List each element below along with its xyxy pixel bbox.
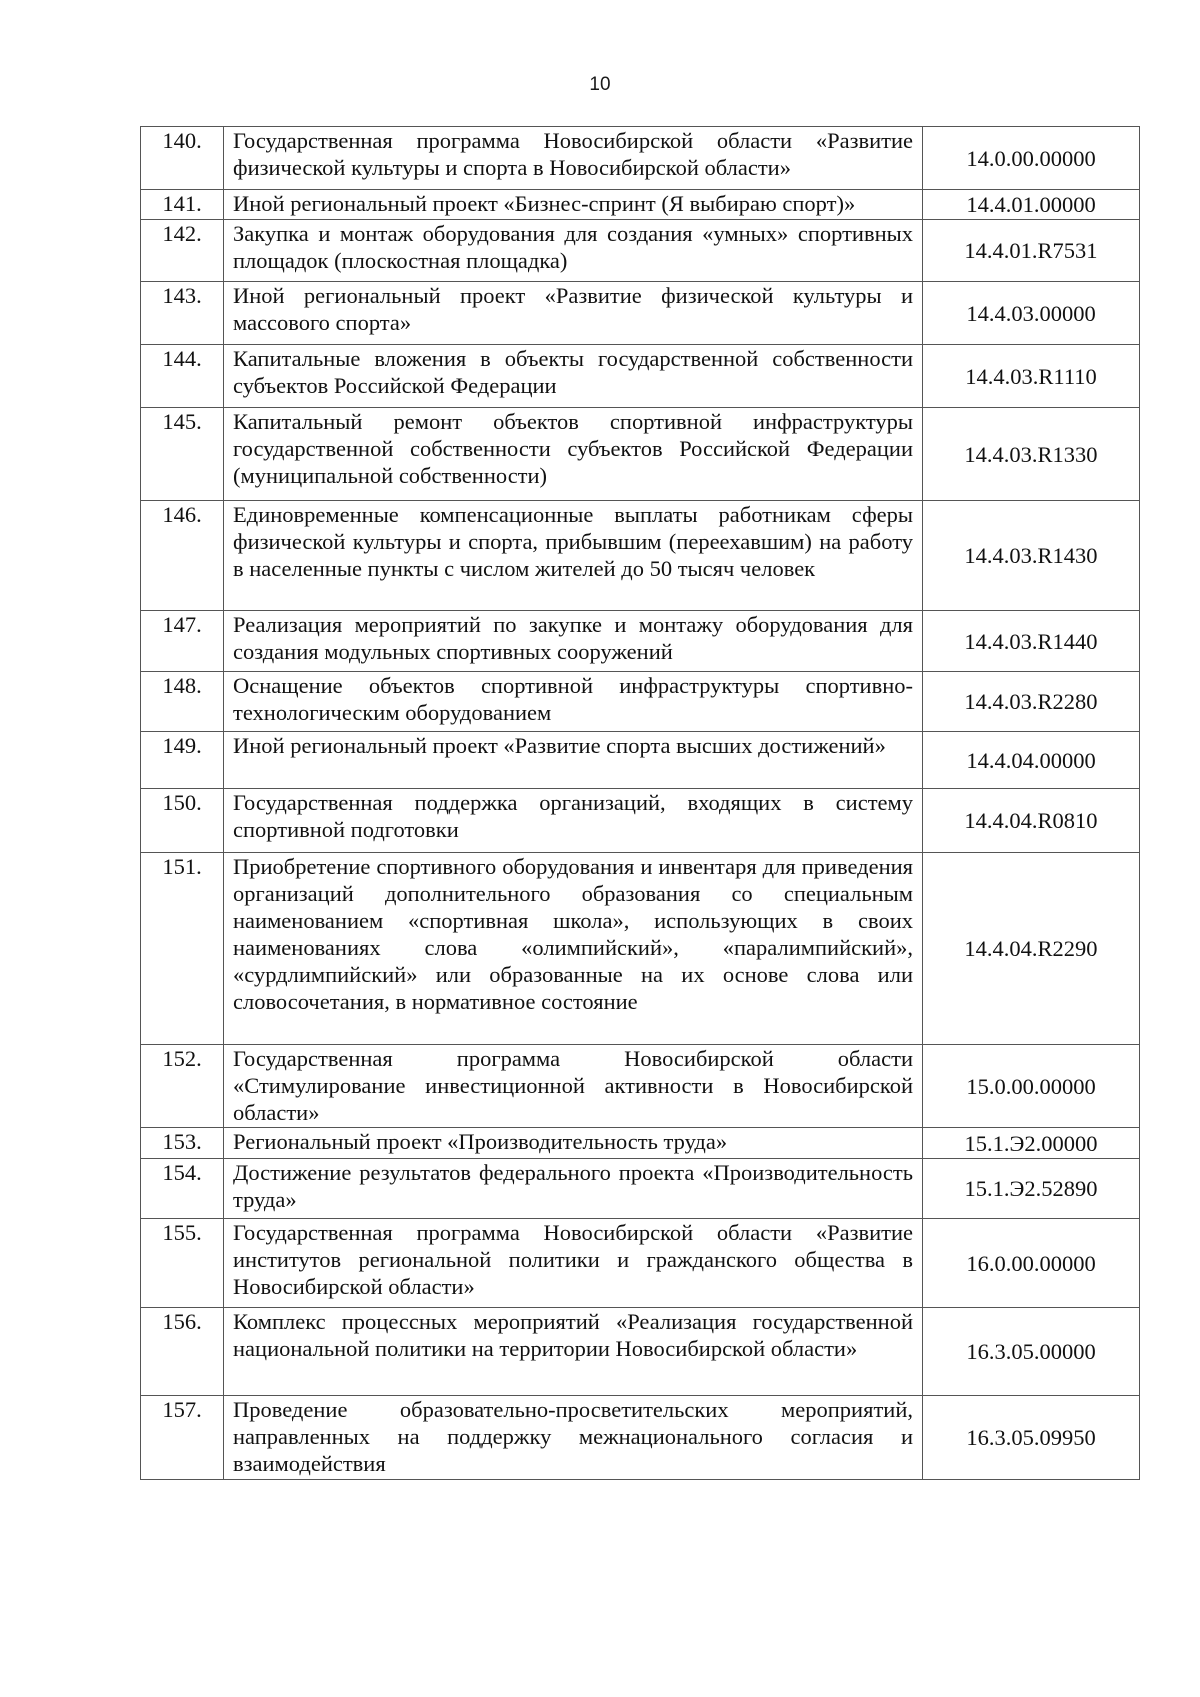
table-row	[141, 1219, 1140, 1308]
row-code: 16.0.00.00000	[923, 1219, 1140, 1308]
row-code: 14.4.01.00000	[923, 190, 1140, 220]
row-description: Государственная программа Новосибирской области «Стимулирование инвестиционной активности в Новосибирской области»	[224, 1045, 923, 1128]
row-code: 14.4.03.R1110	[923, 345, 1140, 408]
row-code: 16.3.05.09950	[923, 1396, 1140, 1480]
row-number: 153.	[141, 1128, 224, 1159]
row-description: Единовременные компенсационные выплаты работникам сферы физической культуры и спорта, прибывшим (переехавшим) на работу в населенные пункты с числом жителей до 50 тысяч человек	[224, 501, 923, 611]
table-row	[141, 127, 1140, 190]
row-description: Капитальные вложения в объекты государственной собственности субъектов Российской Федерации	[224, 345, 923, 408]
row-number: 156.	[141, 1308, 224, 1396]
row-description: Капитальный ремонт объектов спортивной инфраструктуры государственной собственности субъектов Российской Федерации (муниципальной собственности)	[224, 408, 923, 501]
row-code: 14.4.01.R7531	[923, 220, 1140, 282]
table-row	[141, 345, 1140, 408]
row-code: 15.1.Э2.00000	[923, 1128, 1140, 1159]
row-code: 14.4.03.R2280	[923, 672, 1140, 732]
table-row	[141, 853, 1140, 1045]
row-description: Реализация мероприятий по закупке и монтажу оборудования для создания модульных спортивных сооружений	[224, 611, 923, 672]
table-row	[141, 190, 1140, 220]
row-description: Оснащение объектов спортивной инфраструктуры спортивно-технологическим оборудованием	[224, 672, 923, 732]
row-description: Проведение образовательно-просветительских мероприятий, направленных на поддержку межнационального согласия и взаимодействия	[224, 1396, 923, 1480]
table-row	[141, 220, 1140, 282]
row-description: Иной региональный проект «Развитие физической культуры и массового спорта»	[224, 282, 923, 345]
table-row	[141, 1045, 1140, 1128]
row-code: 14.4.04.00000	[923, 732, 1140, 789]
row-code: 14.4.03.R1440	[923, 611, 1140, 672]
row-description: Закупка и монтаж оборудования для создания «умных» спортивных площадок (плоскостная площадка)	[224, 220, 923, 282]
budget-code-table	[140, 126, 1140, 1480]
row-number: 148.	[141, 672, 224, 732]
row-number: 149.	[141, 732, 224, 789]
row-number: 152.	[141, 1045, 224, 1128]
table-row	[141, 1159, 1140, 1219]
row-code: 14.4.03.R1330	[923, 408, 1140, 501]
row-code: 15.0.00.00000	[923, 1045, 1140, 1128]
row-number: 145.	[141, 408, 224, 501]
table-row	[141, 282, 1140, 345]
row-number: 157.	[141, 1396, 224, 1480]
row-code: 14.4.03.R1430	[923, 501, 1140, 611]
row-code: 14.4.04.R2290	[923, 853, 1140, 1045]
row-number: 140.	[141, 127, 224, 190]
row-description: Достижение результатов федерального проекта «Производительность труда»	[224, 1159, 923, 1219]
row-description: Иной региональный проект «Развитие спорта высших достижений»	[224, 732, 923, 789]
table-row	[141, 1396, 1140, 1480]
row-description: Государственная поддержка организаций, входящих в систему спортивной подготовки	[224, 789, 923, 853]
row-code: 14.0.00.00000	[923, 127, 1140, 190]
table-row	[141, 611, 1140, 672]
table-row	[141, 408, 1140, 501]
row-description: Иной региональный проект «Бизнес-спринт (Я выбираю спорт)»	[224, 190, 923, 220]
row-number: 155.	[141, 1219, 224, 1308]
row-number: 142.	[141, 220, 224, 282]
row-number: 154.	[141, 1159, 224, 1219]
row-number: 144.	[141, 345, 224, 408]
row-number: 147.	[141, 611, 224, 672]
row-description: Государственная программа Новосибирской области «Развитие физической культуры и спорта в Новосибирской области»	[224, 127, 923, 190]
table-row	[141, 672, 1140, 732]
table-row	[141, 732, 1140, 789]
row-code: 14.4.03.00000	[923, 282, 1140, 345]
row-number: 141.	[141, 190, 224, 220]
row-code: 14.4.04.R0810	[923, 789, 1140, 853]
table-row	[141, 501, 1140, 611]
row-number: 150.	[141, 789, 224, 853]
row-number: 143.	[141, 282, 224, 345]
table-row	[141, 1128, 1140, 1159]
row-code: 16.3.05.00000	[923, 1308, 1140, 1396]
row-description: Государственная программа Новосибирской области «Развитие институтов региональной политики и гражданского общества в Новосибирской области»	[224, 1219, 923, 1308]
page-number: 10	[589, 74, 611, 95]
row-description: Региональный проект «Производительность труда»	[224, 1128, 923, 1159]
row-description: Комплекс процессных мероприятий «Реализация государственной национальной политики на территории Новосибирской области»	[224, 1308, 923, 1396]
row-code: 15.1.Э2.52890	[923, 1159, 1140, 1219]
row-number: 151.	[141, 853, 224, 1045]
row-number: 146.	[141, 501, 224, 611]
row-description: Приобретение спортивного оборудования и инвентаря для приведения организаций дополнительного образования со специальным наименованием «спортивная школа», использующих в своих наименованиях слова «олимпийский», «паралимпийский», «сурдлимпийский» или образованные на их основе слова или словосочетания, в нормативное состояние	[224, 853, 923, 1045]
table-body	[141, 127, 1140, 1480]
table-row	[141, 789, 1140, 853]
table-row	[141, 1308, 1140, 1396]
